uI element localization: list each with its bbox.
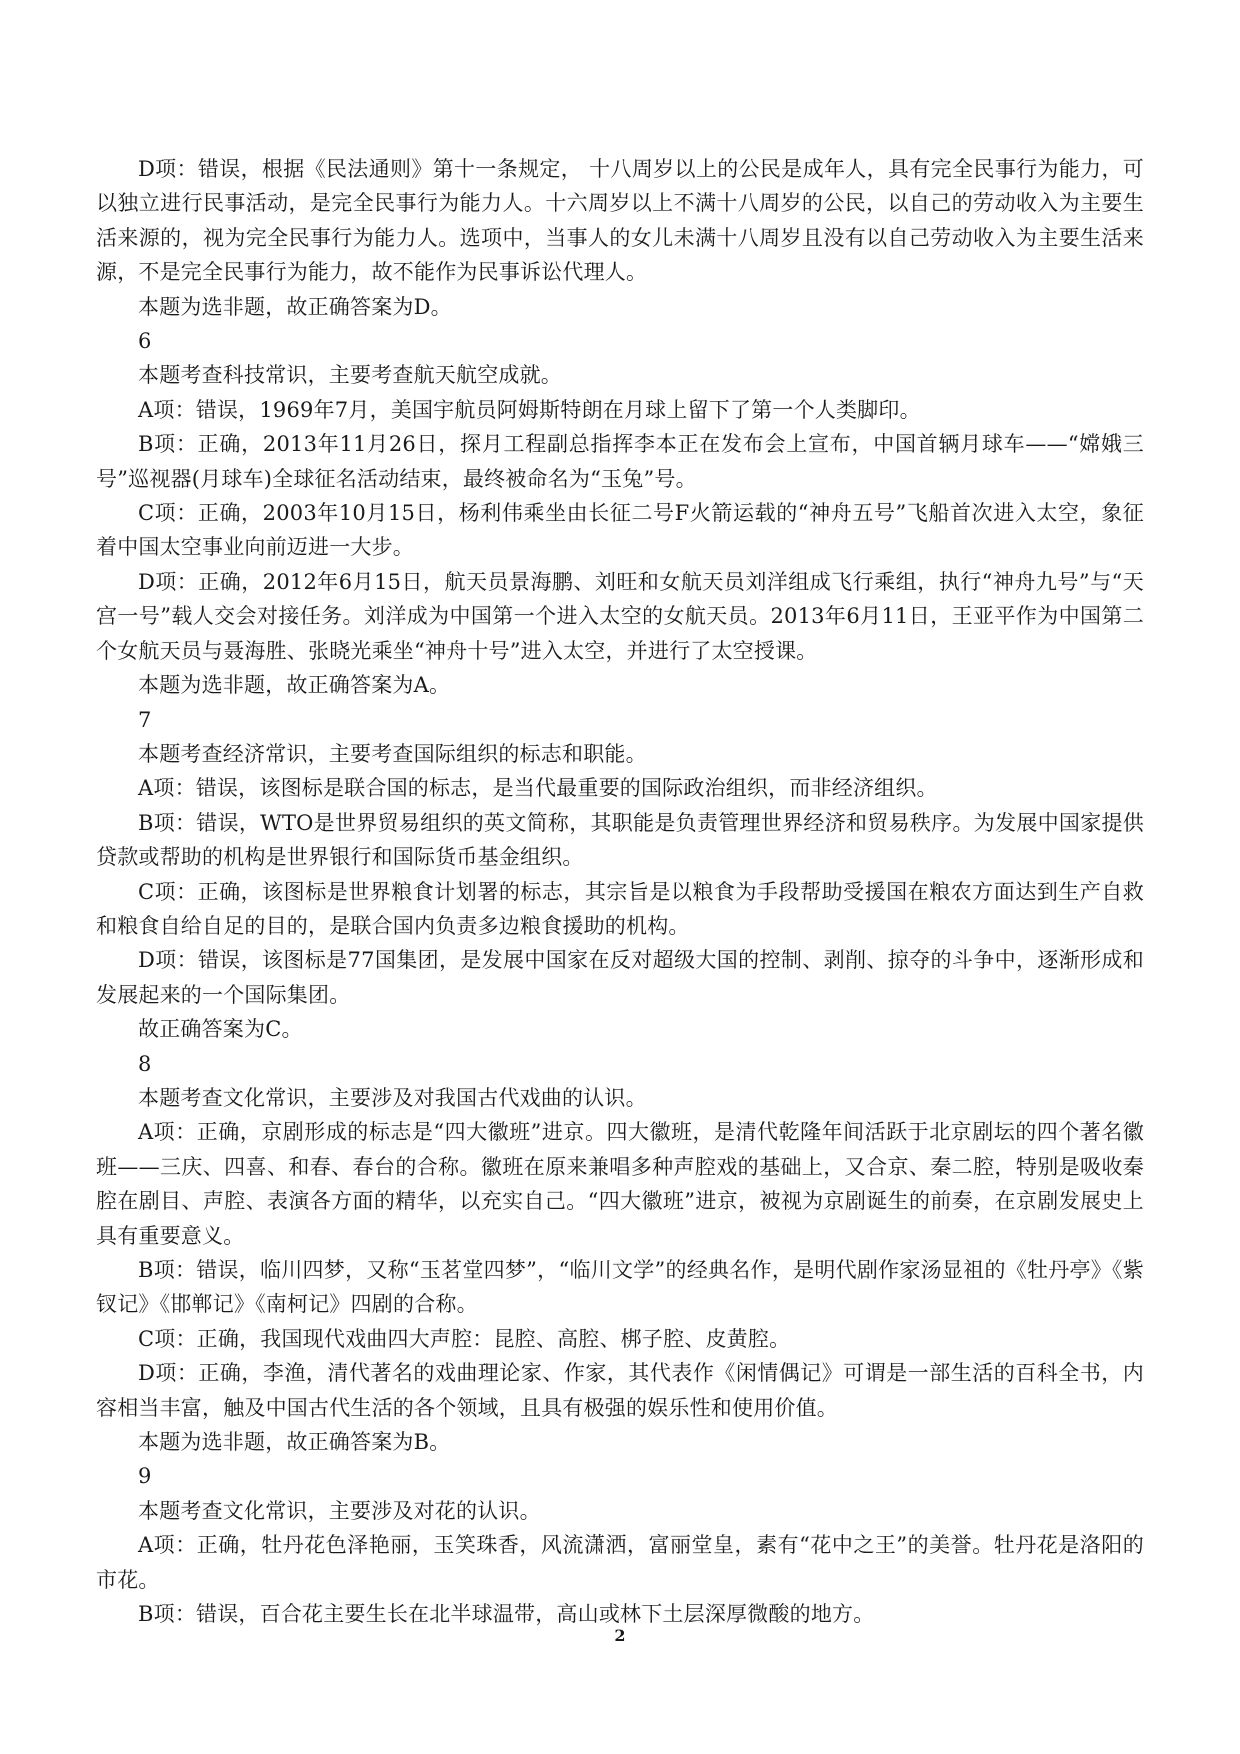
paragraph: 本题考查科技常识，主要考查航天航空成就。 <box>138 363 562 388</box>
paragraph: B项：正确，2013年11月26日，探月工程副总指挥李本正在发布会上宣布，中国首辆月球车——“嫦娥三号”巡视器(月球车)全球征名活动结束，最终被命名为“玉兔”号。 <box>96 432 1144 491</box>
paragraph: B项：错误，临川四梦，又称“玉茗堂四梦”，“临川文学”的经典名作，是明代剧作家汤显祖的《牡丹亭》《紫钗记》《邯郸记》《南柯记》四剧的合称。 <box>96 1258 1144 1317</box>
paragraph: A项：正确，京剧形成的标志是“四大徽班”进京。四大徽班，是清代乾隆年间活跃于北京剧坛的四个著名徽班——三庆、四喜、和春、春台的合称。徽班在原来兼唱多种声腔戏的基础上，又合京、秦二腔，特别是吸收秦腔在剧目、声腔、表演各方面的精华，以充实自己。“四大徽班”进京，被视为京剧诞生的前奏，在京剧发展史上具有重要意义。 <box>96 1120 1144 1248</box>
document-body <box>96 152 1144 1631</box>
paragraph: 本题考查经济常识，主要考查国际组织的标志和职能。 <box>138 741 647 766</box>
paragraph: 故正确答案为C。 <box>138 1017 303 1042</box>
paragraph: A项：正确，牡丹花色泽艳丽，玉笑珠香，风流潇洒，富丽堂皇，素有“花中之王”的美誉。牡丹花是洛阳的市花。 <box>96 1533 1144 1592</box>
paragraph: D项：正确，2012年6月15日，航天员景海鹏、刘旺和女航天员刘洋组成飞行乘组，执行“神舟九号”与“天宫一号”载人交会对接任务。刘洋成为中国第一个进入太空的女航天员。2013年6月11日，王亚平作为中国第二个女航天员与聂海胜、张晓光乘坐“神舟十号”进入太空，并进行了太空授课。 <box>96 569 1144 663</box>
paragraph: A项：错误，该图标是联合国的标志，是当代最重要的国际政治组织，而非经济组织。 <box>138 776 938 801</box>
paragraph: 本题考查文化常识，主要涉及对花的认识。 <box>138 1498 541 1523</box>
page-number: 2 <box>614 1626 626 1645</box>
paragraph: B项：错误，百合花主要生长在北半球温带，高山或林下土层深厚微酸的地方。 <box>138 1602 875 1627</box>
paragraph: D项：错误，根据《民法通则》第十一条规定， 十八周岁以上的公民是成年人，具有完全民事行为能力，可以独立进行民事活动，是完全民事行为能力人。十六周岁以上不满十八周岁的公民，以自己的劳动收入为主要生活来源的，视为完全民事行为能力人。选项中，当事人的女儿未满十八周岁且没有以自己劳动收入为主要生活来源，不是完全民事行为能力，故不能作为民事诉讼代理人。 <box>96 157 1144 285</box>
paragraph: C项：正确，该图标是世界粮食计划署的标志，其宗旨是以粮食为手段帮助受援国在粮农方面达到生产自救和粮食自给自足的目的，是联合国内负责多边粮食援助的机构。 <box>96 879 1144 938</box>
question-number: 8 <box>138 1051 152 1076</box>
paragraph: C项：正确，2003年10月15日，杨利伟乘坐由长征二号F火箭运载的“神舟五号”飞船首次进入太空，象征着中国太空事业向前迈进一大步。 <box>96 501 1144 560</box>
question-number: 9 <box>138 1464 152 1489</box>
paragraph: 本题为选非题，故正确答案为D。 <box>138 294 452 319</box>
paragraph: B项：错误，WTO是世界贸易组织的英文简称，其职能是负责管理世界经济和贸易秩序。为发展中国家提供贷款或帮助的机构是世界银行和国际货币基金组织。 <box>96 810 1144 870</box>
paragraph: A项：错误，1969年7月，美国宇航员阿姆斯特朗在月球上留下了第一个人类脚印。 <box>138 397 921 422</box>
paragraph: 本题为选非题，故正确答案为B。 <box>138 1430 451 1455</box>
paragraph: D项：错误，该图标是77国集团，是发展中国家在反对超级大国的控制、剥削、掠夺的斗争中，逐渐形成和发展起来的一个国际集团。 <box>96 948 1144 1007</box>
paragraph: 本题考查文化常识，主要涉及对我国古代戏曲的认识。 <box>138 1085 647 1110</box>
paragraph: C项：正确，我国现代戏曲四大声腔：昆腔、高腔、梆子腔、皮黄腔。 <box>138 1326 791 1351</box>
question-number: 7 <box>138 707 152 732</box>
question-number: 6 <box>138 329 152 354</box>
paragraph: 本题为选非题，故正确答案为A。 <box>138 673 451 698</box>
paragraph: D项：正确，李渔，清代著名的戏曲理论家、作家，其代表作《闲情偶记》可谓是一部生活的百科全书，内容相当丰富，触及中国古代生活的各个领域，且具有极强的娱乐性和使用价值。 <box>96 1361 1144 1420</box>
